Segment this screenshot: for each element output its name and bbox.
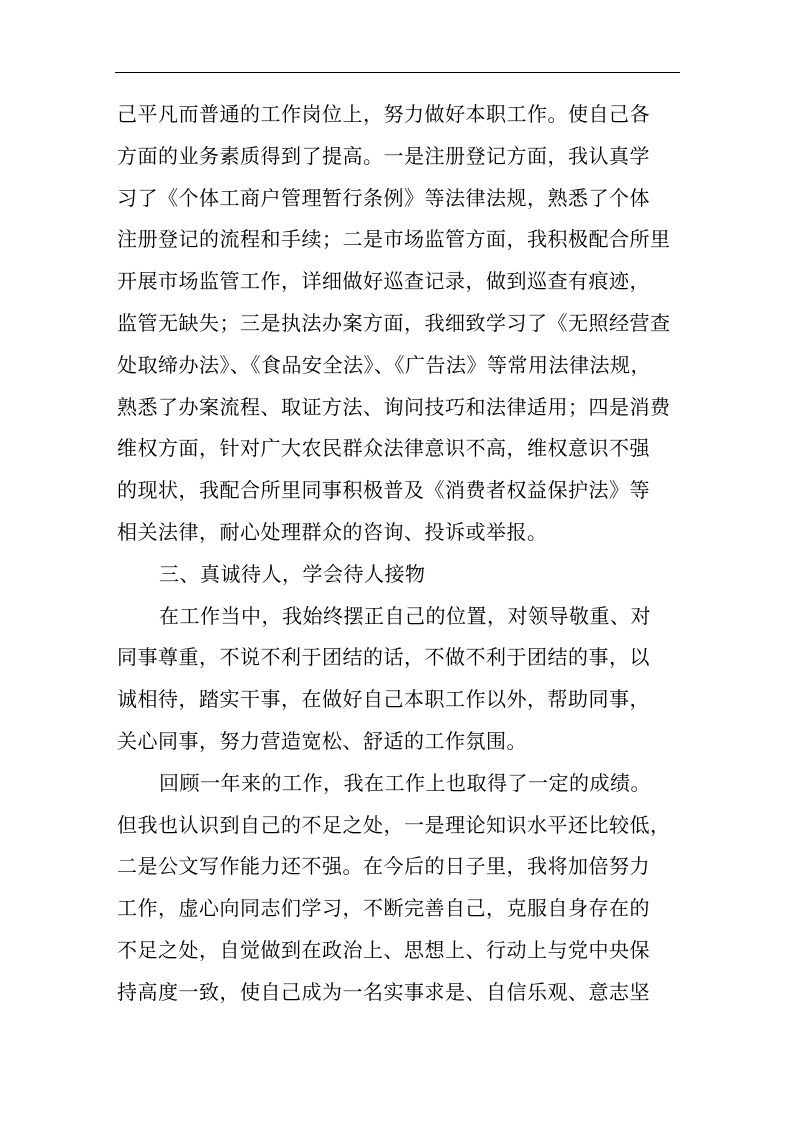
section-heading: 三、真诚待人，学会待人接物: [159, 561, 426, 586]
header-rule: [115, 72, 680, 73]
text-line: 处取缔办法》、《食品安全法》、《广告法》等常用法律法规，: [117, 352, 651, 377]
text-line: 工作，虚心向同志们学习，不断完善自己，克服自身存在的: [117, 896, 650, 921]
text-line: 维权方面，针对广大农民群众法律意识不高，维权意识不强: [117, 436, 650, 461]
text-line: 熟悉了办案流程、取证方法、询问技巧和法律适用；四是消费: [117, 394, 671, 419]
text-line: 己平凡而普通的工作岗位上，努力做好本职工作。使自己各: [117, 102, 650, 126]
text-line: 诚相待，踏实干事，在做好自己本职工作以外，帮助同事，: [117, 687, 650, 712]
text-line: 但我也认识到自己的不足之处，一是理论知识水平还比较低，: [117, 812, 671, 837]
paragraph-start: 回顾一年来的工作，我在工作上也取得了一定的成绩。: [159, 770, 651, 795]
text-line: 监管无缺失；三是执法办案方面，我细致学习了《无照经营查: [117, 310, 671, 335]
paragraph-start: 在工作当中，我始终摆正自己的位置，对领导敬重、对: [159, 603, 651, 628]
text-line: 相关法律，耐心处理群众的咨询、投诉或举报。: [117, 519, 548, 544]
text-line: 习了《个体工商户管理暂行条例》等法律法规，熟悉了个体: [117, 185, 650, 210]
text-line: 关心同事，努力营造宽松、舒适的工作氛围。: [117, 728, 527, 753]
text-line: 不足之处，自觉做到在政治上、思想上、行动上与党中央保: [117, 937, 650, 962]
text-line: 注册登记的流程和手续；二是市场监管方面，我积极配合所里: [117, 227, 671, 252]
text-line: 的现状，我配合所里同事积极普及《消费者权益保护法》等: [117, 478, 650, 503]
text-line: 持高度一致，使自己成为一名实事求是、自信乐观、意志坚: [117, 979, 650, 1004]
text-line: 方面的业务素质得到了提高。一是注册登记方面，我认真学: [117, 143, 650, 168]
text-line: 同事尊重，不说不利于团结的话，不做不利于团结的事，以: [117, 645, 650, 670]
document-body: [117, 94, 685, 1014]
text-line: 开展市场监管工作，详细做好巡查记录，做到巡查有痕迹，: [117, 269, 650, 294]
text-line: 二是公文写作能力还不强。在今后的日子里，我将加倍努力: [117, 854, 650, 879]
